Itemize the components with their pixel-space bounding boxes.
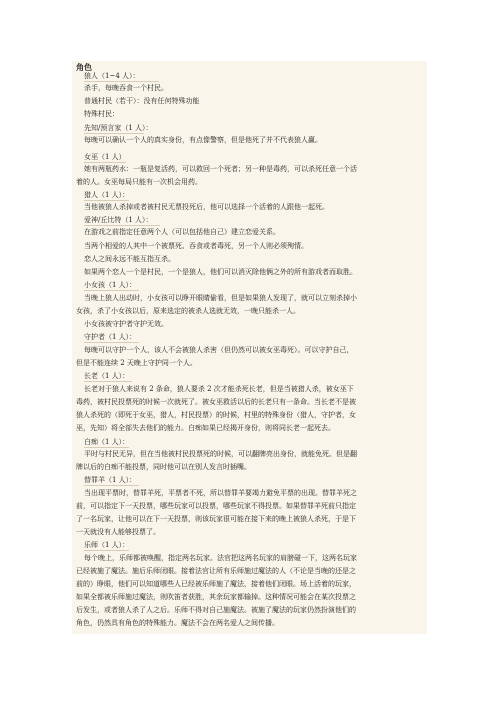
divider (84, 225, 160, 226)
role-heading-hunter: 猎人（1 人）： (84, 191, 130, 199)
text-line: 巫，先知）将全部失去他们的能力。白痴如果已经揭开身份，则将同长老一起死去。 (76, 424, 335, 432)
text-line: 已经被施了魔法。施后乐师闭眼。接着法官让所有乐师施过魔法的人（不论是当晚的还是之 (76, 567, 356, 575)
text-line: 在游戏之前指定任意两个人（可以包括他自己）建立恋爱关系。 (84, 228, 280, 236)
text-line: 长老对于狼人来说有 2 条命，狼人要杀 2 次才能杀死长老，但是当被猎人杀，被女巫下 (84, 385, 354, 393)
divider (84, 200, 129, 201)
text-line: 小女孩被守护者守护无效。 (84, 320, 168, 328)
text-line: 毒药，被村民投票死的时候一次就死了。被女巫救活以后的长老只有一条命。当长老不是被 (76, 398, 356, 406)
text-line: 每晚可以守护一个人，该人不会被狼人杀害（但仍然可以被女巫毒死）。可以守护自己， (84, 346, 354, 354)
text-line: 她有两瓶药水：一瓶是复活药，可以救回一个死者；另一种是毒药，可以杀死任意一个活 (84, 165, 357, 173)
text-line: 每个晚上，乐师都被唤醒，指定两名玩家。法官把这两名玩家的肩膀碰一下，这两名玩家 (84, 554, 357, 562)
text-line: 平时与村民无异，但在当他被村民投票死的时候，可以翻牌亮出身份，就能免死。但是翻 (84, 450, 357, 458)
text-line: 角色，仍然具有角色的特殊能力。魔法不会在两名爱人之间传播。 (76, 619, 279, 627)
text-line: 如果两个恋人一个是村民，一个是狼人，他们可以消灭除他俩之外的所有游戏者而取胜。 (84, 268, 357, 276)
divider (84, 381, 132, 382)
divider (84, 550, 129, 551)
doc-title: 角色 (76, 62, 92, 72)
text-line: 杀手，每晚吞食一个村民。 (84, 84, 168, 92)
role-heading-little-girl: 小女孩（1 人）： (84, 281, 137, 289)
text-line: 前的）睁眼，他们可以知道哪些人已经被乐师施了魔法，接着他们闭眼。场上活着的玩家， (76, 580, 356, 588)
text-line: 如果全都被乐师施过魔法，则吹笛者获胜，其余玩家都输掉。这种情况可能会在某次投票之 (76, 593, 356, 601)
divider (84, 133, 144, 134)
divider (84, 81, 159, 82)
text-line: 特殊村民： (84, 110, 119, 118)
role-heading-guardian: 守护者（1 人）： (84, 333, 137, 341)
role-heading-werewolf: 狼人（1~4 人）： (84, 72, 140, 80)
text-line: 着的人。女巫每局只能有一次机会用药。 (76, 178, 202, 186)
text-line: 牌以后的白痴不能投票，同时他可以在别人发言时插嘴。 (76, 463, 251, 471)
text-line: 了一名玩家，让他可以在下一天投票，则该玩家很可能在接下来的晚上被狼人杀死，于是下 (76, 515, 356, 523)
text-line: 但是不能连续 2 天晚上守护同一个人。 (76, 359, 197, 367)
text-line: 当出现平票时，替罪羊死，平票者不死，所以替罪羊要竭力避免平票的出现。替罪羊死之 (84, 489, 357, 497)
divider (84, 447, 129, 448)
divider (84, 485, 139, 486)
role-heading-elder: 长老（1 人）： (84, 372, 130, 380)
role-heading-cupid: 爱神/丘比特（1 人）： (84, 216, 153, 224)
text-line: 女孩，杀了小女孩以后，原来选定的被杀人选就无效，一晚只能杀一人。 (76, 307, 300, 315)
text-line: 狼人杀死的（即死于女巫，猎人，村民投票）的时候，村里的特殊身份（猎人，守护者，女 (76, 411, 356, 419)
role-heading-idiot: 白痴（1 人）： (84, 438, 130, 446)
text-line: 每晚可以确认一个人的真实身份，有点像警察，但是他死了并不代表狼人赢。 (84, 136, 322, 144)
divider (84, 342, 139, 343)
text-line: 前，可以指定下一天投票，哪些玩家可以投票，哪些玩家不得投票。如果替罪羊死前只指定 (76, 502, 356, 510)
text-line: 一天就没有人能够投票了。 (76, 528, 160, 536)
role-heading-witch: 女巫（1 人） (84, 153, 126, 161)
role-heading-piper: 乐师（1 人）： (84, 541, 130, 549)
role-heading-scapegoat: 替罪羊（1 人）： (84, 476, 137, 484)
divider (84, 290, 139, 291)
text-line: 当两个相爱的人其中一个被票死、吞食或者毒死，另一个人则必须殉情。 (84, 242, 308, 250)
text-line: 当他被狼人杀掉或者被村民无票投死后，他可以选择一个活着的人跟他一起死。 (84, 203, 329, 211)
role-heading-seer: 先知/预言家（1 人）： (84, 124, 153, 132)
text-line: 当晚上狼人出动时，小女孩可以睁开眼睛偷看，但是如果狼人发现了，就可以立刻杀掉小 (84, 294, 357, 302)
text-line: 后发生，或者狼人杀了人之后。乐师不得对自己施魔法。被施了魔法的玩家仍然扮演他们的 (76, 606, 356, 614)
divider (84, 162, 126, 163)
text-line: 恋人之间永远不能互指互杀。 (84, 255, 175, 263)
text-line: 普通村民（若干）：没有任何特殊功能 (84, 97, 200, 105)
